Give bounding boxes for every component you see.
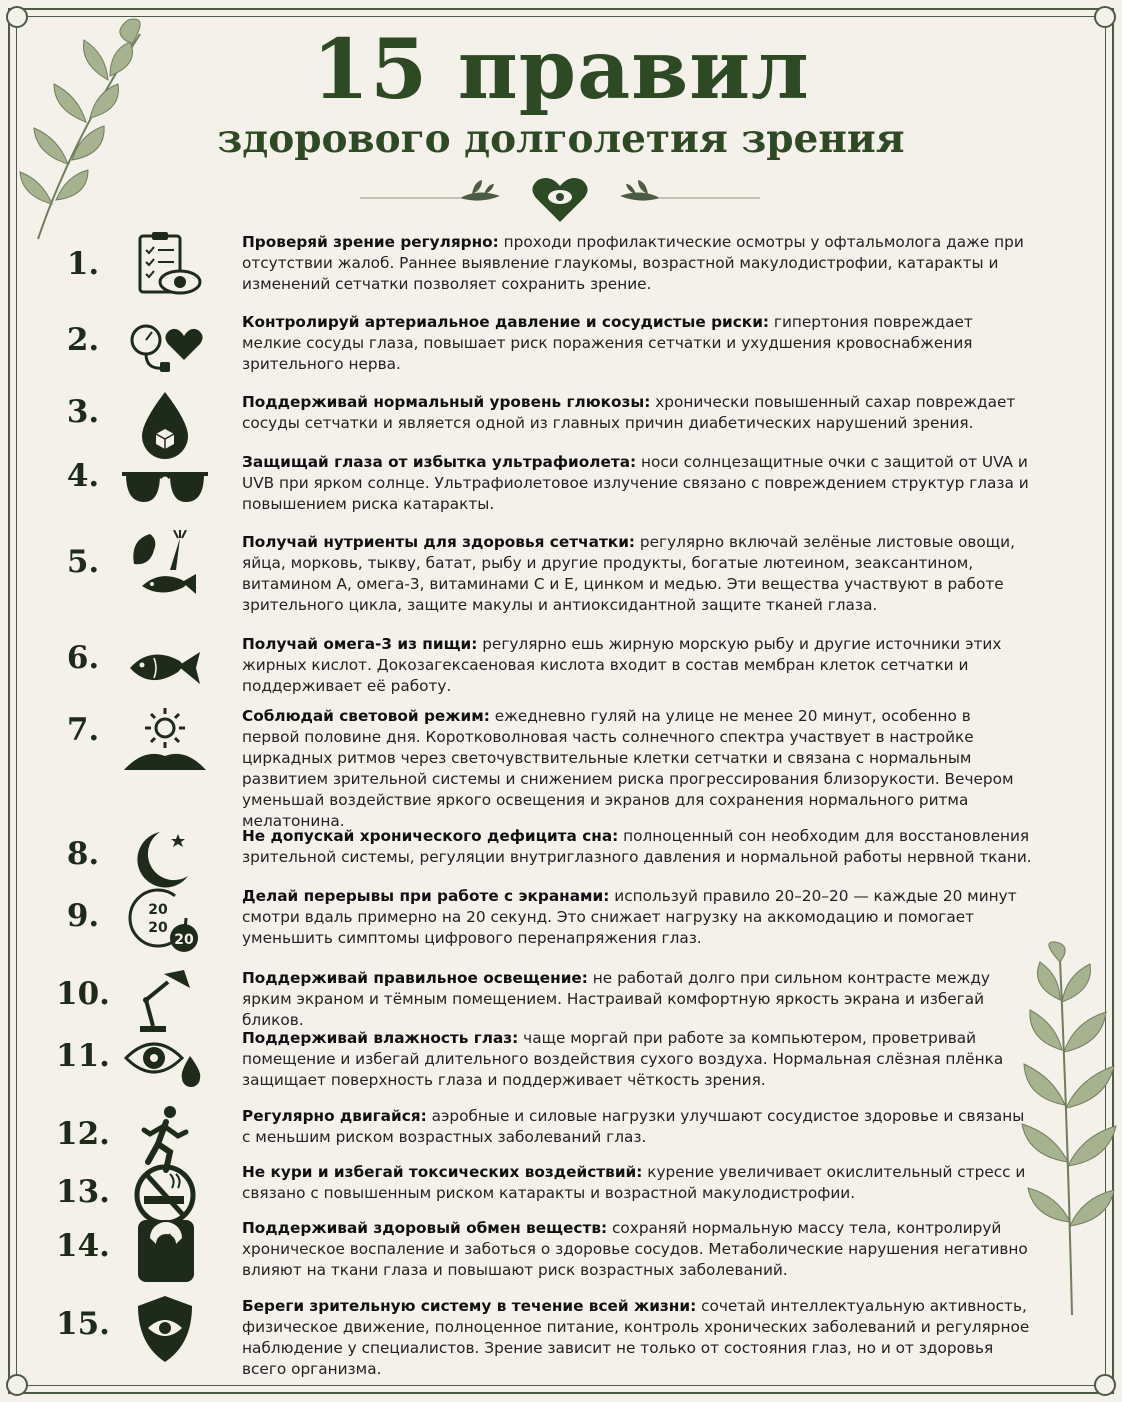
rule-title: Береги зрительную систему в течение всей жизни:: [242, 1297, 697, 1315]
timer-20-20-20-icon: [120, 884, 210, 954]
shield-eye-icon: [120, 1294, 210, 1364]
fish-icon: [120, 632, 210, 702]
rule-description: аэробные и силовые нагрузки улучшают сосудистое здоровье и связаны с меньшим риском возрастных заболеваний глаз.: [242, 1107, 1025, 1146]
rule-title: Поддерживай влажность глаз:: [242, 1029, 519, 1047]
frame-corner-ornament: [1094, 1374, 1116, 1396]
rule-number: 14.: [56, 1228, 110, 1264]
rule-description: сохраняй нормальную массу тела, контролируй хроническое воспаление и заботься о здоровье сосудов. Метаболические нарушения негативно влияют на ткани глаза и повышают риск возрастных заболеваний.: [242, 1219, 1028, 1279]
vegetables-fish-icon: [120, 530, 210, 600]
rule-description: регулярно ешь жирную морскую рыбу и другие источники этих жирных кислот. Докозагексаеновая кислота входит в состав мембран клеток сетчатки и поддерживает её работу.: [242, 635, 1002, 695]
page-title: 15 правил: [312, 22, 810, 118]
rule-description: гипертония повреждает мелкие сосуды глаза, повышает риск поражения сетчатки и ухудшения кровоснабжения зрительного нерва.: [242, 313, 973, 373]
page-subtitle: здорового долголетия зрения: [217, 116, 905, 162]
rule-number: 11.: [56, 1038, 110, 1074]
rule-title: Получай омега-3 из пищи:: [242, 635, 478, 653]
rule-text: [242, 1296, 1032, 1380]
rule-title: Соблюдай световой режим:: [242, 707, 490, 725]
rule-number: 5.: [66, 544, 100, 580]
rule-number: 3.: [66, 394, 100, 430]
rule-number: 8.: [66, 836, 100, 872]
rule-text: [242, 452, 1032, 515]
rule-number: 1.: [66, 246, 100, 282]
rule-text: [242, 232, 1032, 295]
rule-description: чаще моргай при работе за компьютером, проветривай помещение и избегай длительного воздействия сухого воздуха. Нормальная слёзная плёнка защищает поверхность глаза и поддерживает чёткость зрения.: [242, 1029, 1004, 1089]
rule-number: 12.: [56, 1116, 110, 1152]
clipboard-eye-icon: [120, 230, 210, 300]
rule-text: [242, 392, 1032, 434]
rule-number: 7.: [66, 712, 100, 748]
rule-number: 15.: [56, 1306, 110, 1342]
rule-text: [242, 634, 1032, 697]
rule-text: [242, 1218, 1032, 1281]
rule-description: проходи профилактические осмотры у офтальмолога даже при отсутствии жалоб. Раннее выявление глаукомы, возрастной макулодистрофии, катаракты и изменений сетчатки позволяет сохранить зрение.: [242, 233, 1024, 293]
rule-text: [242, 886, 1032, 949]
sun-landscape-icon: [120, 704, 210, 774]
frame-corner-ornament: [6, 1374, 28, 1396]
rule-description: хронически повышенный сахар повреждает сосуды сетчатки и является одной из главных причин диабетических нарушений зрения.: [242, 393, 1016, 432]
rule-title: Поддерживай здоровый обмен веществ:: [242, 1219, 608, 1237]
rule-description: курение увеличивает окислительный стресс и связано с повышенным риском катаракты и возрастной макулодистрофии.: [242, 1163, 1026, 1202]
svg-text:20: 20: [174, 932, 194, 948]
rule-text: [242, 532, 1032, 616]
rule-title: Защищай глаза от избытка ультрафиолета:: [242, 453, 637, 471]
rule-title: Не допускай хронического дефицита сна:: [242, 827, 619, 845]
rule-description: используй правило 20–20–20 — каждые 20 минут смотри вдаль примерно на 20 секунд. Это снижает нагрузку на аккомодацию и помогает уменьшить симптомы цифрового перенапряжения глаз.: [242, 887, 1017, 947]
rule-description: сочетай интеллектуальную активность, физическое движение, полноценное питание, контроль хронических заболеваний и регулярное наблюдение у специалистов. Зрение зависит не только от состояния глаз, но и от здоровья всего организма.: [242, 1297, 1030, 1378]
sunglasses-icon: [120, 450, 210, 520]
rule-number: 9.: [66, 898, 100, 934]
rule-description: носи солнцезащитные очки с защитой от UVA и UVB при ярком солнце. Ультрафиолетовое излучение связано с повреждением структур глаза и повышением риска катаракты.: [242, 453, 1029, 513]
rule-title: Не кури и избегай токсических воздействий:: [242, 1163, 643, 1181]
rule-title: Регулярно двигайся:: [242, 1107, 427, 1125]
rule-title: Поддерживай нормальный уровень глюкозы:: [242, 393, 651, 411]
rule-number: 4.: [66, 458, 100, 494]
rule-title: Поддерживай правильное освещение:: [242, 969, 588, 987]
svg-text:20: 20: [148, 902, 168, 918]
rule-number: 13.: [56, 1174, 110, 1210]
rule-description: не работай долго при сильном контрасте между ярким экраном и тёмным помещением. Настраивай комфортную яркость экрана и избегай бликов.: [242, 969, 990, 1029]
rule-text: [242, 826, 1032, 868]
rule-title: Проверяй зрение регулярно:: [242, 233, 499, 251]
rule-text: [242, 312, 1032, 375]
rule-text: [242, 706, 1032, 832]
rule-text: [242, 1106, 1032, 1148]
blood-pressure-heart-icon: [120, 310, 210, 380]
rule-description: регулярно включай зелёные листовые овощи, яйца, морковь, тыкву, батат, рыбу и другие продукты, богатые лютеином, зеаксантином, витамином А, омега-3, витаминами С и Е, цинком и медью. Эти вещества участвуют в работе зрительного цикла, защите макулы и антиоксидантной защите тканей глаза.: [242, 533, 1015, 614]
rule-description: полноценный сон необходим для восстановления зрительной системы, регуляции внутриглазного давления и нормальной работы нервной ткани.: [242, 827, 1032, 866]
rule-description: ежедневно гуляй на улице не менее 20 минут, особенно в первой половине дня. Коротковолновая часть солнечного спектра участвует в настройке циркадных ритмов через светочувствительные клетки сетчатки и связана с нормальным развитием зрительной системы и снижением риска прогрессирования близорукости. Вечером уменьшай воздействие яркого освещения и экранов для сохранения нормального ритма мелатонина.: [242, 707, 1014, 830]
rule-title: Контролируй артериальное давление и сосудистые риски:: [242, 313, 770, 331]
rule-text: [242, 1028, 1032, 1091]
rule-number: 10.: [56, 976, 110, 1012]
rule-title: Получай нутриенты для здоровья сетчатки:: [242, 533, 636, 551]
rule-number: 2.: [66, 322, 100, 358]
header-divider: [360, 170, 760, 226]
rule-text: [242, 968, 1032, 1031]
rule-number: 6.: [66, 640, 100, 676]
rule-title: Делай перерывы при работе с экранами:: [242, 887, 610, 905]
scale-icon: [120, 1216, 210, 1286]
svg-text:20: 20: [148, 920, 168, 936]
rule-text: [242, 1162, 1032, 1204]
eye-drop-icon: [120, 1026, 210, 1096]
